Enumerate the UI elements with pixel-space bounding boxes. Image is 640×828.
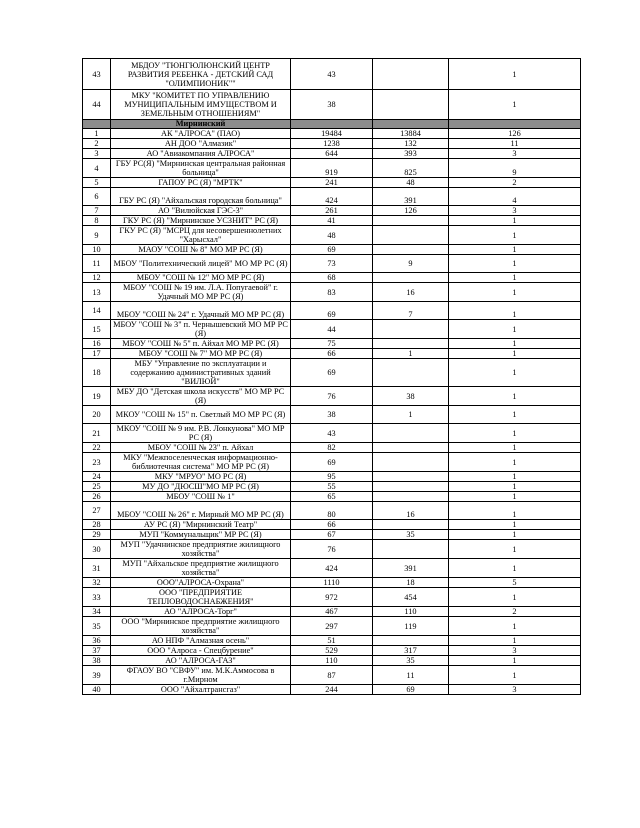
value-column-2: 13884: [373, 129, 449, 139]
row-number: 11: [83, 255, 111, 273]
value-column-2: 11: [373, 666, 449, 685]
table-row: [83, 559, 581, 578]
table-row: [83, 188, 581, 206]
table-row: [83, 320, 581, 339]
row-number: 43: [83, 59, 111, 90]
row-number: 16: [83, 339, 111, 349]
value-column-3: 1: [449, 302, 581, 320]
row-number: 17: [83, 349, 111, 359]
row-number: 20: [83, 406, 111, 424]
organization-name: МКУ "МРУО" МО РС (Я): [111, 472, 291, 482]
value-column-1: 467: [291, 607, 373, 617]
row-number: 3: [83, 149, 111, 159]
value-column-1: 55: [291, 482, 373, 492]
organization-name: МБУ "Управление по эксплуатации и содержанию административных зданий "ВИЛЮЙ": [111, 359, 291, 387]
table-row: [83, 578, 581, 588]
organization-name: МУП "Айхальское предприятие жилищного хозяйства": [111, 559, 291, 578]
table-row: [83, 273, 581, 283]
organization-name: МБДОУ "ТЮНГЮЛЮНСКИЙ ЦЕНТР РАЗВИТИЯ РЕБЕНКА - ДЕТСКИЙ САД "ОЛИМПИОНИК"": [111, 59, 291, 90]
value-column-1: 65: [291, 492, 373, 502]
value-column-3: 5: [449, 578, 581, 588]
section-title: Мирнинский: [111, 120, 291, 129]
value-column-3: 1: [449, 443, 581, 453]
organization-name: ГБУ РС(Я) "Мирнинская центральная районная больница": [111, 159, 291, 178]
organization-name: МКУ "КОМИТЕТ ПО УПРАВЛЕНИЮ МУНИЦИПАЛЬНЫМ ИМУЩЕСТВОМ И ЗЕМЕЛЬНЫМ ОТНОШЕНИЯМ": [111, 90, 291, 120]
value-column-3: 1: [449, 387, 581, 406]
row-number: 32: [83, 578, 111, 588]
value-column-2: 825: [373, 159, 449, 178]
organization-name: ГБУ РС (Я) "Айхальская городская больница": [111, 188, 291, 206]
table-row: [83, 453, 581, 472]
table-row: [83, 149, 581, 159]
organization-name: ФГАОУ ВО "СВФУ" им. М.К.Аммосова в г.Мирном: [111, 666, 291, 685]
value-column-1: 95: [291, 472, 373, 482]
organization-name: МБОУ "СОШ № 23" п. Айхал: [111, 443, 291, 453]
table-row: [83, 646, 581, 656]
value-column-3: 11: [449, 139, 581, 149]
value-column-1: 110: [291, 656, 373, 666]
value-column-2: [373, 443, 449, 453]
value-column-2: 35: [373, 656, 449, 666]
table-row: [83, 339, 581, 349]
table-row: [83, 255, 581, 273]
row-number: 36: [83, 636, 111, 646]
organization-name: МБОУ "Политехнический лицей" МО МР РС (Я): [111, 255, 291, 273]
value-column-3: 1: [449, 502, 581, 520]
section-empty-cell: [373, 120, 449, 129]
value-column-3: 3: [449, 646, 581, 656]
row-number: 28: [83, 520, 111, 530]
value-column-1: 919: [291, 159, 373, 178]
table-row: [83, 178, 581, 188]
row-number: 31: [83, 559, 111, 578]
organization-name: АО НПФ "Алмазная осень": [111, 636, 291, 646]
value-column-1: 69: [291, 245, 373, 255]
table-row: [83, 302, 581, 320]
value-column-3: 1: [449, 492, 581, 502]
organization-name: МБОУ "СОШ № 12" МО МР РС (Я): [111, 273, 291, 283]
table-row: [83, 656, 581, 666]
organization-name: ООО "Мирнинское предприятие жилищного хозяйства": [111, 617, 291, 636]
organization-name: МУП "Коммунальщик" МР РС (Я): [111, 530, 291, 540]
row-number: 33: [83, 588, 111, 607]
row-number: 6: [83, 188, 111, 206]
row-number: 40: [83, 685, 111, 695]
value-column-3: 3: [449, 149, 581, 159]
value-column-1: 41: [291, 216, 373, 226]
value-column-1: 73: [291, 255, 373, 273]
organization-name: МКОУ "СОШ № 15" п. Светлый МО МР РС (Я): [111, 406, 291, 424]
table-row: [83, 492, 581, 502]
value-column-3: 1: [449, 359, 581, 387]
value-column-3: 126: [449, 129, 581, 139]
value-column-2: 48: [373, 178, 449, 188]
table-row: [83, 206, 581, 216]
table-row: [83, 90, 581, 120]
value-column-1: 67: [291, 530, 373, 540]
organization-name: МБОУ "СОШ № 26" г. Мирный МО МР РС (Я): [111, 502, 291, 520]
row-number: 22: [83, 443, 111, 453]
table-row: [83, 245, 581, 255]
organization-name: МБОУ "СОШ № 5" п. Айхал МО МР РС (Я): [111, 339, 291, 349]
organization-name: АО "Вилюйская ГЭС-3": [111, 206, 291, 216]
value-column-3: 3: [449, 206, 581, 216]
value-column-3: 1: [449, 530, 581, 540]
value-column-2: [373, 520, 449, 530]
value-column-1: 529: [291, 646, 373, 656]
table-row: [83, 216, 581, 226]
value-column-3: 3: [449, 685, 581, 695]
value-column-2: [373, 482, 449, 492]
value-column-3: 1: [449, 656, 581, 666]
table-row: [83, 607, 581, 617]
table-row: [83, 617, 581, 636]
value-column-2: 391: [373, 559, 449, 578]
row-number: 37: [83, 646, 111, 656]
table-body: [83, 59, 581, 695]
value-column-2: 119: [373, 617, 449, 636]
value-column-3: 1: [449, 216, 581, 226]
value-column-3: 1: [449, 255, 581, 273]
row-number: 5: [83, 178, 111, 188]
value-column-1: 48: [291, 226, 373, 245]
value-column-2: 126: [373, 206, 449, 216]
value-column-2: 35: [373, 530, 449, 540]
organization-name: АУ РС (Я) "Мирнинский Театр": [111, 520, 291, 530]
organization-name: ООО"АЛРОСА-Охрана": [111, 578, 291, 588]
organization-name: ООО "Алроса - Спецбурение": [111, 646, 291, 656]
value-column-1: 43: [291, 59, 373, 90]
value-column-3: 1: [449, 588, 581, 607]
value-column-2: 38: [373, 387, 449, 406]
table-row: [83, 520, 581, 530]
value-column-2: 132: [373, 139, 449, 149]
row-number: 25: [83, 482, 111, 492]
value-column-2: [373, 492, 449, 502]
value-column-3: 2: [449, 607, 581, 617]
value-column-2: 317: [373, 646, 449, 656]
row-number: 13: [83, 283, 111, 302]
value-column-2: [373, 636, 449, 646]
value-column-3: 1: [449, 406, 581, 424]
row-number: 24: [83, 472, 111, 482]
value-column-3: 1: [449, 424, 581, 443]
value-column-3: 1: [449, 226, 581, 245]
value-column-1: 38: [291, 90, 373, 120]
value-column-2: 1: [373, 349, 449, 359]
organization-name: АК "АЛРОСА" (ПАО): [111, 129, 291, 139]
organization-name: ГКУ РС (Я) "МСРЦ для несовершеннолетних "Харысхал": [111, 226, 291, 245]
value-column-2: [373, 59, 449, 90]
section-header-row: [83, 120, 581, 129]
value-column-3: 1: [449, 666, 581, 685]
document-page: [82, 58, 580, 695]
row-number: 26: [83, 492, 111, 502]
table-row: [83, 588, 581, 607]
value-column-2: 9: [373, 255, 449, 273]
organization-name: МБУ ДО "Детская школа искусств" МО МР РС (Я): [111, 387, 291, 406]
value-column-3: 1: [449, 636, 581, 646]
organization-name: МАОУ "СОШ № 8" МО МР РС (Я): [111, 245, 291, 255]
value-column-1: 80: [291, 502, 373, 520]
row-number: 19: [83, 387, 111, 406]
value-column-2: 18: [373, 578, 449, 588]
value-column-3: 1: [449, 273, 581, 283]
row-number: 30: [83, 540, 111, 559]
table-row: [83, 226, 581, 245]
table-row: [83, 283, 581, 302]
row-number: 18: [83, 359, 111, 387]
value-column-3: 1: [449, 472, 581, 482]
value-column-1: 972: [291, 588, 373, 607]
table-row: [83, 139, 581, 149]
value-column-2: 69: [373, 685, 449, 695]
organization-name: ГКУ РС (Я) "Мирнинское УСЗНИТ" РС (Я): [111, 216, 291, 226]
value-column-2: [373, 226, 449, 245]
value-column-2: 110: [373, 607, 449, 617]
section-empty-cell: [291, 120, 373, 129]
organization-name: ООО "Айхалтрансгаз": [111, 685, 291, 695]
value-column-2: [373, 472, 449, 482]
value-column-2: 16: [373, 283, 449, 302]
section-number-cell: [83, 120, 111, 129]
value-column-1: 76: [291, 387, 373, 406]
value-column-2: [373, 273, 449, 283]
table-row: [83, 349, 581, 359]
organization-name: МБОУ "СОШ № 3" п. Чернышевский МО МР РС (Я): [111, 320, 291, 339]
value-column-1: 261: [291, 206, 373, 216]
value-column-1: 82: [291, 443, 373, 453]
value-column-2: 16: [373, 502, 449, 520]
row-number: 4: [83, 159, 111, 178]
value-column-3: 1: [449, 283, 581, 302]
row-number: 12: [83, 273, 111, 283]
organization-name: МУП "Удачнинское предприятие жилищного хозяйства": [111, 540, 291, 559]
value-column-2: [373, 359, 449, 387]
value-column-3: 1: [449, 59, 581, 90]
value-column-3: 1: [449, 453, 581, 472]
table-row: [83, 406, 581, 424]
table-row: [83, 472, 581, 482]
organization-name: АО "Авиакомпания АЛРОСА": [111, 149, 291, 159]
value-column-2: [373, 540, 449, 559]
table-row: [83, 129, 581, 139]
value-column-3: 1: [449, 617, 581, 636]
value-column-3: 1: [449, 520, 581, 530]
organization-name: МБОУ "СОШ № 24" г. Удачный МО МР РС (Я): [111, 302, 291, 320]
value-column-1: 19484: [291, 129, 373, 139]
table-row: [83, 636, 581, 646]
value-column-1: 69: [291, 302, 373, 320]
value-column-1: 38: [291, 406, 373, 424]
row-number: 38: [83, 656, 111, 666]
row-number: 44: [83, 90, 111, 120]
row-number: 1: [83, 129, 111, 139]
table-row: [83, 540, 581, 559]
value-column-1: 69: [291, 453, 373, 472]
row-number: 8: [83, 216, 111, 226]
row-number: 7: [83, 206, 111, 216]
table-row: [83, 502, 581, 520]
value-column-1: 297: [291, 617, 373, 636]
value-column-3: 9: [449, 159, 581, 178]
value-column-3: 1: [449, 559, 581, 578]
value-column-1: 66: [291, 520, 373, 530]
organizations-table: [82, 58, 581, 695]
table-row: [83, 530, 581, 540]
table-row: [83, 443, 581, 453]
table-row: [83, 387, 581, 406]
value-column-1: 66: [291, 349, 373, 359]
row-number: 15: [83, 320, 111, 339]
organization-name: ООО "ПРЕДПРИЯТИЕ ТЕПЛОВОДОСНАБЖЕНИЯ": [111, 588, 291, 607]
section-empty-cell: [449, 120, 581, 129]
value-column-2: 393: [373, 149, 449, 159]
value-column-1: 1110: [291, 578, 373, 588]
value-column-1: 241: [291, 178, 373, 188]
organization-name: МУ ДО "ДЮСШ"МО МР РС (Я): [111, 482, 291, 492]
value-column-3: 1: [449, 540, 581, 559]
value-column-2: [373, 245, 449, 255]
value-column-1: 69: [291, 359, 373, 387]
table-row: [83, 424, 581, 443]
row-number: 14: [83, 302, 111, 320]
value-column-1: 76: [291, 540, 373, 559]
value-column-3: 1: [449, 339, 581, 349]
value-column-3: 1: [449, 482, 581, 492]
organization-name: МБОУ "СОШ № 1": [111, 492, 291, 502]
value-column-2: 1: [373, 406, 449, 424]
organization-name: МКОУ "СОШ № 9 им. Р.В. Лонкунова" МО МР РС (Я): [111, 424, 291, 443]
row-number: 21: [83, 424, 111, 443]
row-number: 35: [83, 617, 111, 636]
value-column-1: 424: [291, 188, 373, 206]
value-column-2: 454: [373, 588, 449, 607]
row-number: 9: [83, 226, 111, 245]
value-column-2: 7: [373, 302, 449, 320]
row-number: 2: [83, 139, 111, 149]
value-column-1: 644: [291, 149, 373, 159]
value-column-2: [373, 424, 449, 443]
value-column-1: 43: [291, 424, 373, 443]
value-column-1: 83: [291, 283, 373, 302]
value-column-1: 44: [291, 320, 373, 339]
value-column-1: 51: [291, 636, 373, 646]
table-row: [83, 59, 581, 90]
value-column-1: 75: [291, 339, 373, 349]
value-column-2: 391: [373, 188, 449, 206]
organization-name: АН ДОО "Алмазик": [111, 139, 291, 149]
organization-name: МКУ "Межпоселенческая информационно-библиотечная система" МО МР РС (Я): [111, 453, 291, 472]
value-column-3: 1: [449, 320, 581, 339]
value-column-1: 424: [291, 559, 373, 578]
row-number: 23: [83, 453, 111, 472]
value-column-1: 1238: [291, 139, 373, 149]
value-column-3: 1: [449, 349, 581, 359]
value-column-2: [373, 90, 449, 120]
value-column-1: 68: [291, 273, 373, 283]
row-number: 10: [83, 245, 111, 255]
value-column-2: [373, 453, 449, 472]
value-column-1: 87: [291, 666, 373, 685]
organization-name: МБОУ "СОШ № 19 им. Л.А. Попугаевой" г. Удачный МО МР РС (Я): [111, 283, 291, 302]
value-column-2: [373, 339, 449, 349]
value-column-2: [373, 320, 449, 339]
row-number: 39: [83, 666, 111, 685]
value-column-1: 244: [291, 685, 373, 695]
table-row: [83, 159, 581, 178]
table-row: [83, 359, 581, 387]
organization-name: АО "АЛРОСА-ГАЗ": [111, 656, 291, 666]
table-row: [83, 666, 581, 685]
value-column-2: [373, 216, 449, 226]
organization-name: АО "АЛРОСА-Торг": [111, 607, 291, 617]
value-column-3: 1: [449, 90, 581, 120]
value-column-3: 4: [449, 188, 581, 206]
organization-name: ГАПОУ РС (Я) "МРТК": [111, 178, 291, 188]
table-row: [83, 482, 581, 492]
row-number: 27: [83, 502, 111, 520]
row-number: 34: [83, 607, 111, 617]
value-column-3: 2: [449, 178, 581, 188]
organization-name: МБОУ "СОШ № 7" МО МР РС (Я): [111, 349, 291, 359]
value-column-3: 1: [449, 245, 581, 255]
table-row: [83, 685, 581, 695]
row-number: 29: [83, 530, 111, 540]
